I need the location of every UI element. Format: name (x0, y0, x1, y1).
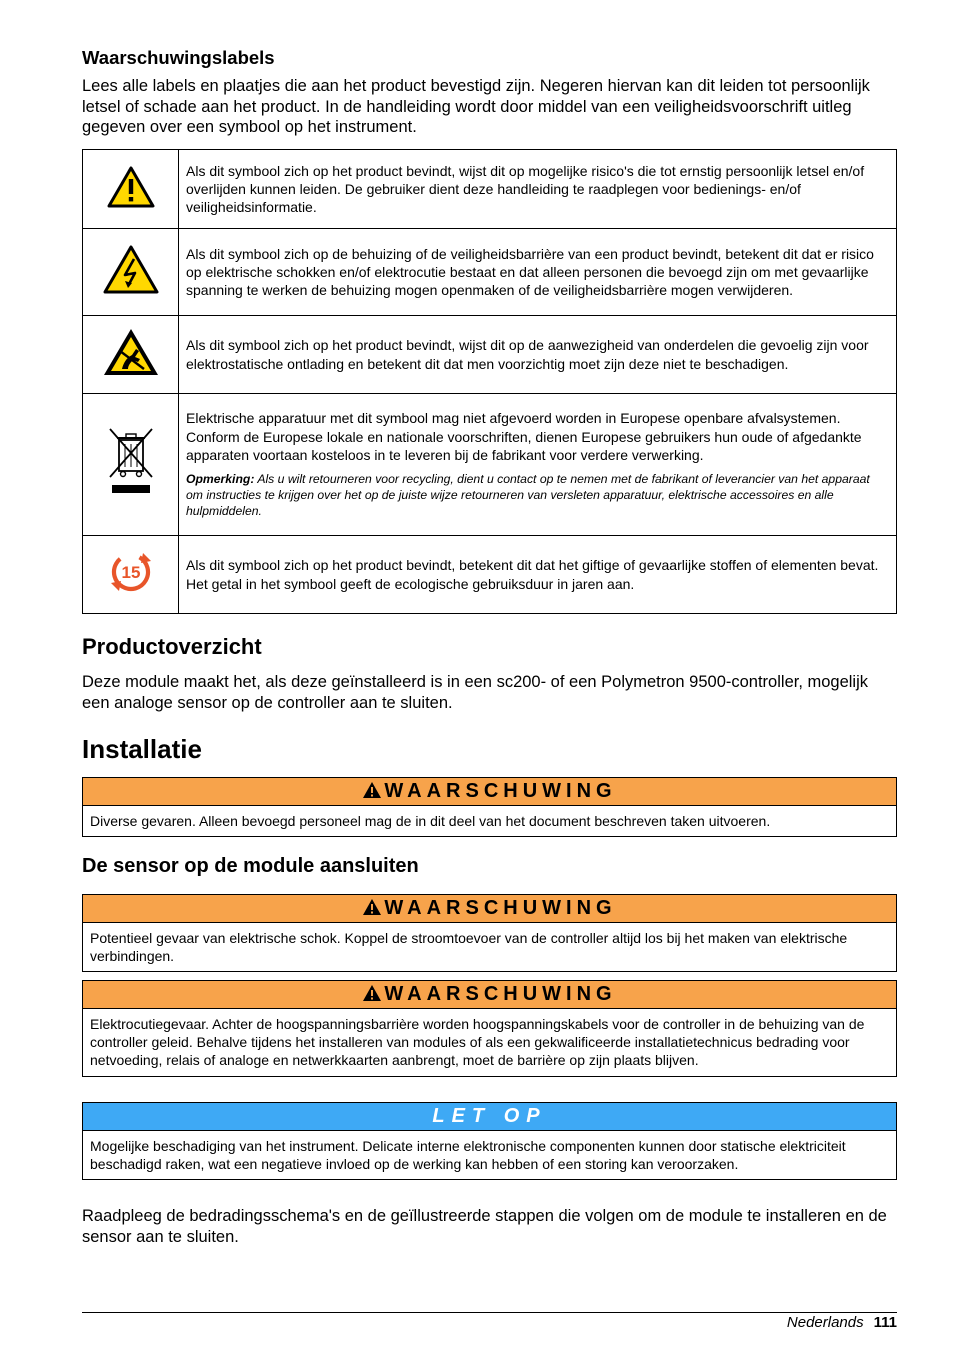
warning-header (83, 778, 896, 806)
section-heading-installation: Installatie (82, 734, 202, 764)
warning-icon (362, 781, 382, 799)
page-number: 111 (873, 1314, 897, 1331)
table-row (83, 394, 897, 536)
weee-note (186, 471, 888, 520)
warning-box (82, 980, 897, 1077)
table-row (83, 150, 897, 229)
page-footer (787, 1313, 897, 1333)
warning-icon (362, 898, 382, 916)
warning-text: Elektrocutiegevaar. Achter de hoogspanningsbarrière worden hoogspanningskabels voor de controller in de behuizing van de controller geleid. Behalve tijdens het installeren van modules of als een gekwalificeerde installatietechnicus bedrading voor netvoeding, relais of analoge en netwerkkaarten aanbrengt, moet de barrière op zijn plaats blijven. (90, 1016, 865, 1069)
notice-text: Mogelijke beschadiging van het instrument. Delicate interne elektronische componenten kunnen door statische elektriciteit beschadigd raken, wat een negatieve invloed op de werking kan hebben of een storing kan veroorzaken. (90, 1138, 846, 1173)
warning-text: Potentieel gevaar van elektrische schok. Koppel de stroomtoevoer van de controller altijd los bij het maken van elektrische verbindingen. (90, 930, 848, 965)
table-row (83, 229, 897, 316)
warning-header (83, 981, 896, 1009)
symbol-description: Als dit symbool zich op de behuizing of de veiligheidsbarrière van een product bevindt, betekent dit dat er risico op elektrische schokken en/of elektrocutie bestaat en dat alleen personen die bevoegd zijn om met gevaarlijke spanning te werken de behuizing mogen openmaken of de veiligheidsbarrière mogen verwijderen. (179, 229, 897, 316)
footer-language: Nederlands (786, 1314, 864, 1331)
weee-crossed-bin-icon (106, 427, 156, 497)
symbol-description: Als dit symbool zich op het product bevindt, betekent dit dat het giftige of gevaarlijke stoffen of elementen bevat. Het getal in het symbool geeft de ecologische gebruiksduur in jaren aan. (179, 536, 897, 614)
efup-15-icon (107, 548, 155, 596)
overview-paragraph: Deze module maakt het, als deze geïnstalleerd is in een sc200- of een Polymetron 9500-controller, mogelijk een analoge sensor op de controller aan te sluiten. (82, 673, 869, 712)
table-row (83, 316, 897, 394)
warning-label: WAARSCHUWING (384, 983, 617, 1005)
note-label: Opmerking: (186, 472, 255, 486)
symbol-description (179, 394, 897, 536)
warning-text: Diverse gevaren. Alleen bevoegd personeel mag de in dit deel van het document beschreven taken uitvoeren. (90, 813, 771, 829)
section-heading-product-overview: Productoverzicht (82, 634, 262, 659)
warning-box (82, 894, 897, 972)
notice-box (82, 1102, 897, 1180)
warning-triangle-icon (107, 166, 155, 208)
symbol-description: Als dit symbool zich op het product bevindt, wijst dit op mogelijke risico's die tot ernstig persoonlijk letsel en/of overlijden kunnen leiden. De gebruiker dient deze handleiding te raadplegen voor bedienings- en/of veiligheidsinformatie. (179, 150, 897, 229)
note-text: Als u wilt retourneren voor recycling, dient u contact op te nemen met de fabrikant of leverancier van het apparaat om instructies te krijgen over het op de juiste wijze retourneren van versleten apparatuur, elektrische accessoires en alle hulpmiddelen. (186, 472, 870, 519)
warning-icon (362, 984, 382, 1002)
footer-divider (82, 1312, 897, 1313)
esd-sensitive-icon (102, 327, 160, 377)
outro-paragraph: Raadpleeg de bedradingsschema's en de geïllustreerde stappen die volgen om de module te installeren en de sensor aan te sluiten. (82, 1207, 887, 1246)
notice-header: LET OP (83, 1103, 896, 1131)
electric-shock-icon (103, 245, 159, 295)
warning-label: WAARSCHUWING (384, 780, 617, 802)
section-heading-connect-sensor: De sensor op de module aansluiten (82, 855, 419, 877)
section-heading-warning-labels: Waarschuwingslabels (82, 47, 275, 68)
efup-number: 15 (121, 563, 140, 583)
symbol-description: Als dit symbool zich op het product bevindt, wijst dit op de aanwezigheid van onderdelen die gevoelig zijn voor elektrostatische ontlading en betekent dit dat men voorzichtig moet zijn deze niet te beschadigen. (179, 316, 897, 394)
warning-header (83, 895, 896, 923)
warning-box (82, 777, 897, 837)
intro-paragraph: Lees alle labels en plaatjes die aan het product bevestigd zijn. Negeren hiervan kan dit leiden tot persoonlijk letsel of schade aan het product. In de handleiding wordt door middel van een veiligheidsvoorschrift uitleg gegeven over een symbool op het instrument. (82, 77, 870, 136)
warning-label: WAARSCHUWING (384, 897, 617, 919)
table-row (83, 536, 897, 614)
weee-description: Elektrische apparatuur met dit symbool mag niet afgevoerd worden in Europese openbare afvalsystemen. Conform de Europese lokale en nationale voorschriften, dienen Europese gebruikers hun oude of afgedankte apparaten voortaan kosteloos in te leveren bij de fabrikant voor verdere verwerking. (186, 410, 862, 463)
symbols-table (82, 149, 897, 614)
